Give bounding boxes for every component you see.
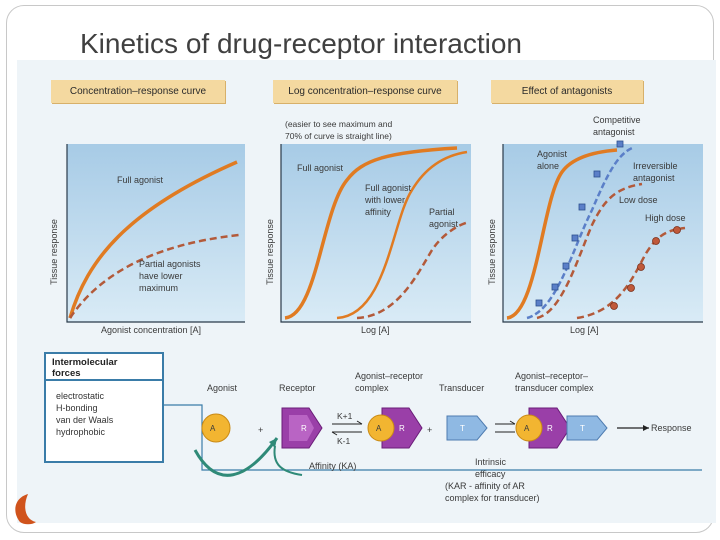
force-item: electrostatic [56, 391, 105, 401]
competitive-marker [594, 171, 600, 177]
high-dose-label: High dose [645, 213, 686, 223]
full-agonist-label: Full agonist [117, 175, 164, 185]
agonist-alone-line1: Agonist [537, 149, 568, 159]
log-note-line1: (easier to see maximum and [285, 119, 393, 129]
log-full-lower-line2: with lower [365, 195, 406, 205]
log-full-agonist-label: Full agonist [297, 163, 344, 173]
k-plus-label: K+1 [337, 411, 353, 421]
plus-sign: + [258, 425, 264, 435]
y-axis-label-log: Tissue response [265, 219, 275, 285]
ternary-agonist-letter: A [524, 424, 530, 433]
transducer-complex-line1: Agonist–receptor– [515, 371, 589, 381]
ternary-transducer-icon [567, 416, 607, 440]
forces-title: Intermolecular forces [46, 354, 162, 381]
competitive-label-line2: antagonist [593, 127, 635, 137]
high-dose-marker [638, 264, 645, 271]
efficacy-line2: efficacy [475, 469, 506, 479]
x-axis-label-concentration: Agonist concentration [A] [101, 325, 202, 335]
response-label: Response [651, 423, 692, 433]
log-partial-line1: Partial [429, 207, 455, 217]
k-minus-label: K-1 [337, 436, 351, 446]
agonist-letter: A [210, 424, 216, 433]
transducer-complex-line2: transducer complex [515, 383, 594, 393]
kar-note-line2: complex for transducer) [445, 493, 540, 503]
log-full-lower-line3: affinity [365, 207, 391, 217]
x-axis-label-log: Log [A] [361, 325, 390, 335]
partial-agonists-label-line3: maximum [139, 283, 179, 293]
high-dose-marker [628, 285, 635, 292]
ternary-receptor-letter: R [547, 424, 553, 433]
agonist-alone-line2: alone [537, 161, 560, 171]
log-full-lower-line1: Full agonist [365, 183, 412, 193]
forces-list [46, 390, 162, 438]
x-axis-label-antagonists: Log [A] [570, 325, 599, 335]
y-axis-label-concentration: Tissue response [49, 219, 59, 285]
panel-header-concentration: Concentration–response curve [51, 80, 225, 103]
kar-note-line1: (KAR - affinity of AR [445, 481, 525, 491]
irreversible-line1: Irreversible [633, 161, 678, 171]
force-item: hydrophobic [56, 427, 106, 437]
competitive-marker [572, 235, 578, 241]
complex-receptor-letter: R [399, 424, 405, 433]
competitive-marker [536, 300, 542, 306]
affinity-label: Affinity (KA) [309, 461, 357, 471]
transducer-shape-icon [447, 416, 487, 440]
low-dose-label: Low dose [619, 195, 658, 205]
partial-agonists-label-line2: have lower [139, 271, 183, 281]
y-axis-label-antagonists: Tissue response [487, 219, 497, 285]
transducer-label: Transducer [439, 383, 485, 393]
affinity-arrow-to-label [274, 446, 302, 475]
log-partial-line2: agonist [429, 219, 459, 229]
panel-header-antagonists: Effect of antagonists [491, 80, 643, 103]
slide-title: Kinetics of drug-receptor interaction [80, 28, 522, 59]
complex-label-line1: Agonist–receptor [355, 371, 424, 381]
intermolecular-forces-box [44, 352, 164, 463]
partial-agonists-label-line1: Partial agonists [139, 259, 201, 269]
agonist-label: Agonist [207, 383, 238, 393]
competitive-marker [563, 263, 569, 269]
irreversible-line2: antagonist [633, 173, 675, 183]
receptor-letter: R [301, 424, 307, 433]
efficacy-line1: Intrinsic [475, 457, 507, 467]
high-dose-marker [611, 303, 618, 310]
response-arrowhead [643, 425, 649, 431]
high-dose-marker [674, 227, 681, 234]
competitive-marker [579, 204, 585, 210]
figure [17, 60, 716, 523]
scheme-baseline [160, 405, 702, 470]
competitive-marker [617, 141, 623, 147]
competitive-marker [552, 284, 558, 290]
competitive-label-line1: Competitive [593, 115, 641, 125]
panel-header-log: Log concentration–response curve [273, 80, 457, 103]
force-item: H-bonding [56, 403, 98, 413]
plus-sign-2: + [427, 425, 433, 435]
log-note-line2: 70% of curve is straight line) [285, 131, 392, 141]
complex-label-line2: complex [355, 383, 389, 393]
ternary-transducer-letter: T [580, 424, 585, 433]
high-dose-marker [653, 238, 660, 245]
force-item: van der Waals [56, 415, 114, 425]
transducer-letter: T [460, 424, 465, 433]
complex-agonist-letter: A [376, 424, 382, 433]
agonist-circle-icon [202, 414, 230, 442]
receptor-label: Receptor [279, 383, 316, 393]
logo-icon [10, 492, 40, 526]
